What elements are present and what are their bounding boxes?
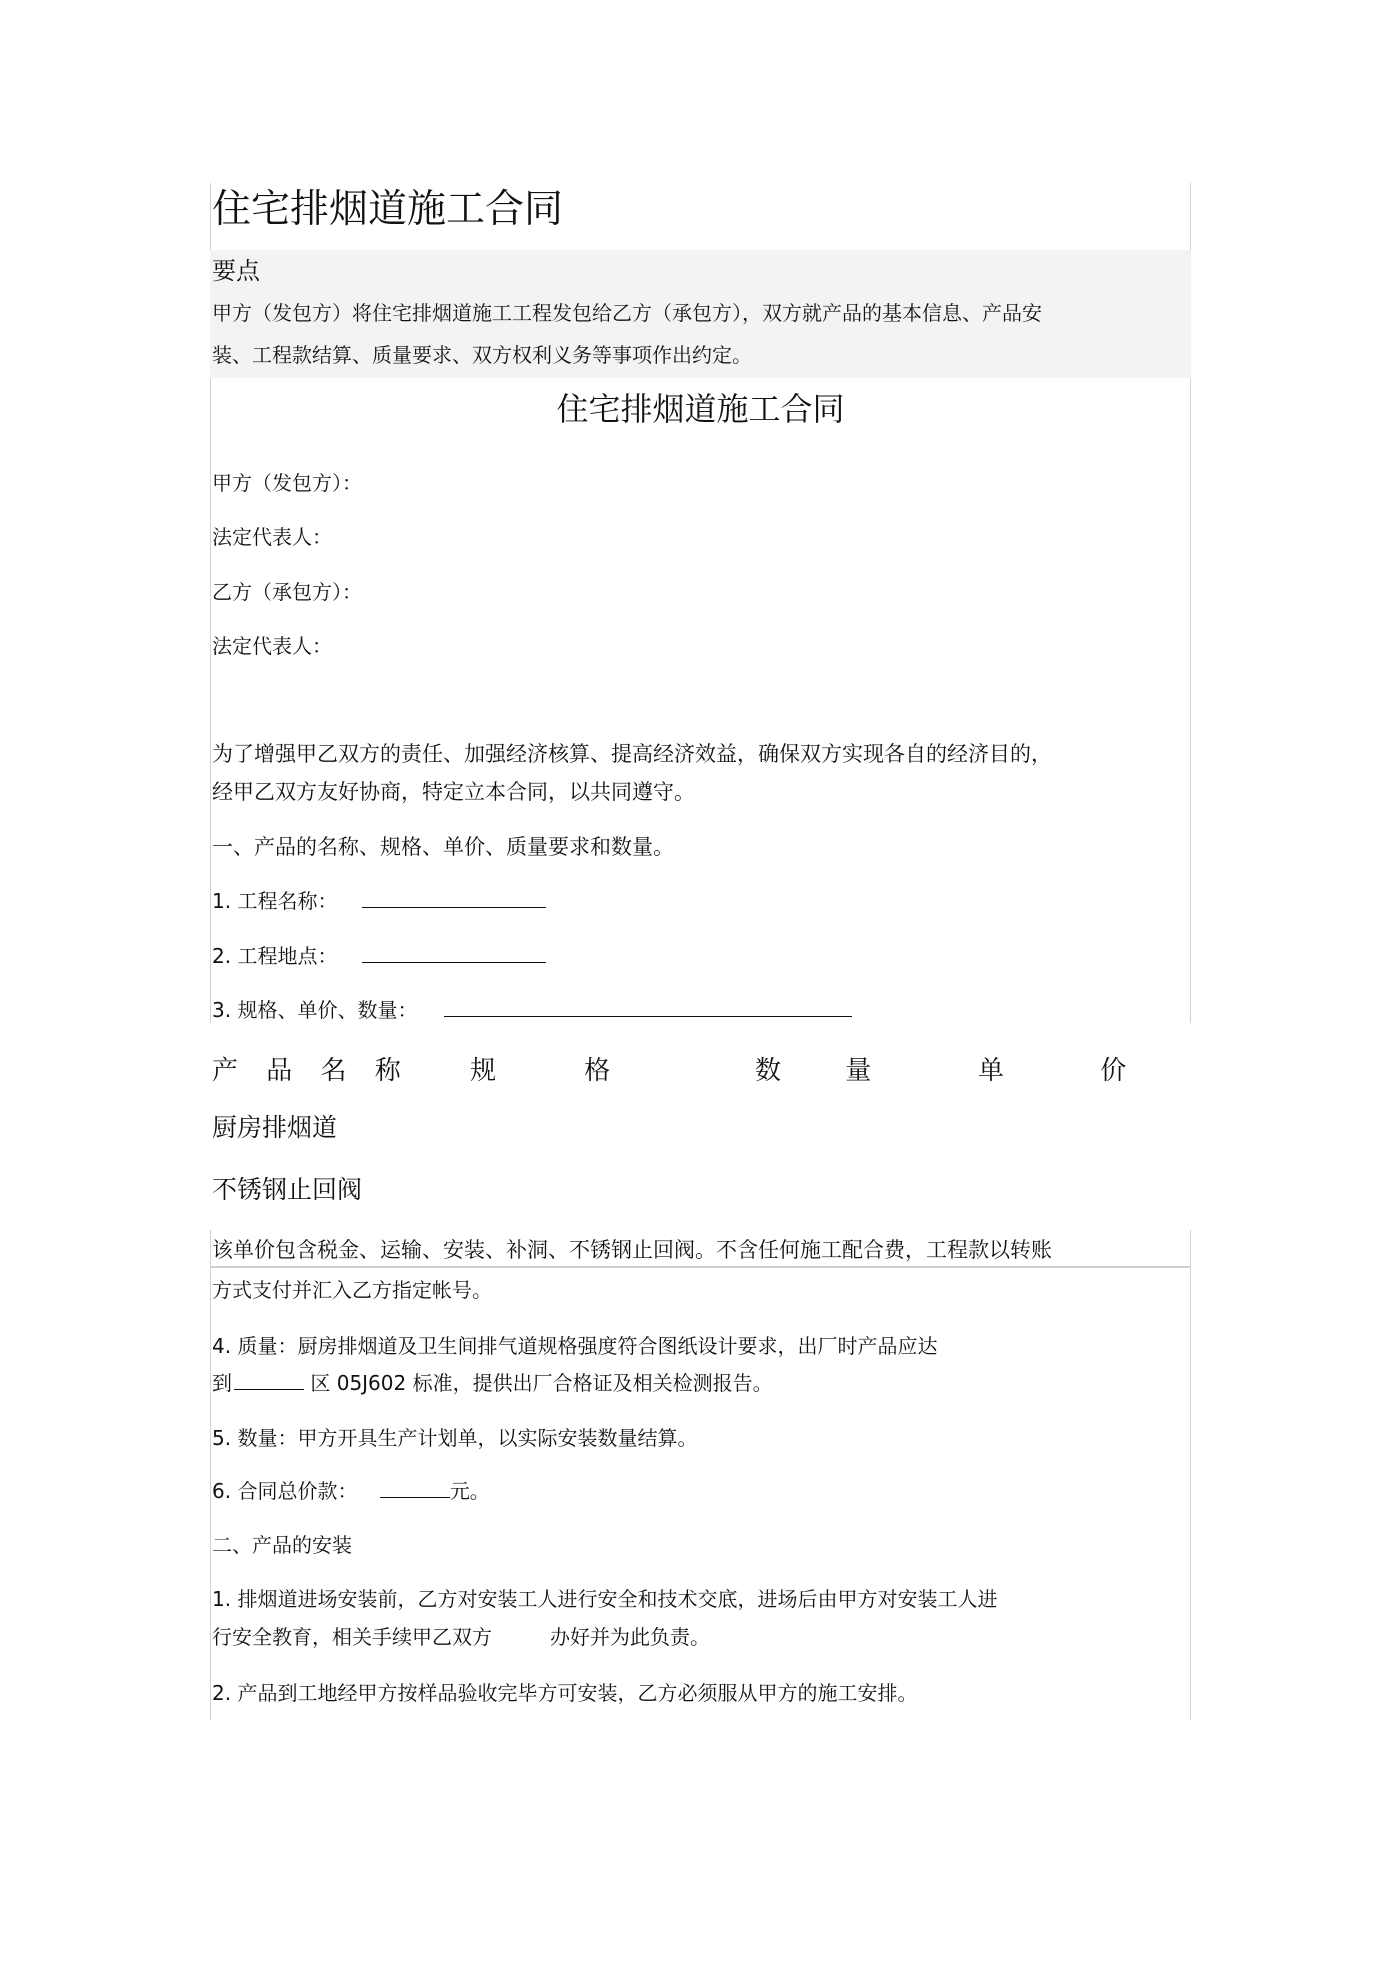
price-note-line-1: 该单价包含税金、运输、安装、补洞、不锈钢止回阀。不含任何施工配合费，工程款以转账: [212, 1238, 1052, 1262]
header-spec: 规 格: [470, 1056, 651, 1086]
item-3-spec-price-qty: [212, 995, 852, 1025]
item-4-to: 到: [212, 1371, 232, 1395]
party-a-label: 甲方（发包方）：: [212, 471, 362, 495]
install-1-line-2: [212, 1622, 710, 1652]
install-1-part-b: 办好并为此负责。: [550, 1625, 710, 1649]
table-divider: [210, 1266, 1191, 1268]
frame-left-line-bottom: [210, 1230, 211, 1720]
summary-line-2: 装、工程款结算、质量要求、双方权利义务等事项作出约定。: [212, 343, 752, 367]
item-4-standard: 区 05J602 标准，提供出厂合格证及相关检测报告。: [304, 1371, 773, 1395]
section-1-title: 一、产品的名称、规格、单价、质量要求和数量。: [212, 835, 674, 859]
party-b-representative-label: 法定代表人：: [212, 634, 332, 658]
section-2-title: 二、产品的安装: [212, 1533, 352, 1557]
summary-box: [210, 250, 1191, 378]
install-1-part-a: 行安全教育，相关手续甲乙双方: [212, 1625, 492, 1649]
preamble-line-1: 为了增强甲乙双方的责任、加强经济核算、提高经济效益，确保双方实现各自的经济目的，: [212, 742, 1052, 766]
item-2-project-site: [212, 941, 546, 971]
header-product-name: 产 品 名 称: [212, 1056, 411, 1086]
item-6-label: 6. 合同总价款：: [212, 1479, 358, 1503]
item-3-label: 3. 规格、单价、数量：: [212, 998, 418, 1022]
preamble-line-2: 经甲乙双方友好协商，特定立本合同，以共同遵守。: [212, 780, 695, 804]
table-row-check-valve: 不锈钢止回阀: [212, 1175, 363, 1204]
summary-heading: 要点: [212, 257, 260, 285]
item-4-quality-line-1: 4. 质量：厨房排烟道及卫生间排气道规格强度符合图纸设计要求，出厂时产品应达: [212, 1334, 938, 1358]
project-name-blank: [362, 886, 546, 908]
page-title: 住宅排烟道施工合同: [212, 187, 564, 232]
item-6-total-price: [212, 1476, 490, 1506]
party-b-label: 乙方（承包方）：: [212, 580, 362, 604]
project-site-blank: [362, 941, 546, 963]
item-6-unit: 元。: [449, 1479, 490, 1503]
install-2: 2. 产品到工地经甲方按样品验收完毕方可安装，乙方必须服从甲方的施工安排。: [212, 1681, 918, 1705]
item-4-quality-line-2: [212, 1368, 773, 1398]
frame-right-line-bottom: [1190, 1230, 1191, 1720]
item-1-project-name: [212, 886, 546, 916]
summary-line-1: 甲方（发包方）将住宅排烟道施工工程发包给乙方（承包方），双方就产品的基本信息、产品安: [212, 301, 1042, 325]
party-a-representative-label: 法定代表人：: [212, 525, 332, 549]
header-quantity: 数 量: [755, 1056, 900, 1086]
install-1-line-1: 1. 排烟道进场安装前，乙方对安装工人进行安全和技术交底，进场后由甲方对安装工人进: [212, 1587, 998, 1611]
item-1-label: 1. 工程名称：: [212, 889, 338, 913]
total-price-blank: [380, 1476, 450, 1498]
item-5-quantity: 5. 数量：甲方开具生产计划单，以实际安装数量结算。: [212, 1426, 698, 1450]
region-blank: [234, 1368, 304, 1390]
header-unit-price: 单 价: [978, 1056, 1171, 1086]
contract-title: 住宅排烟道施工合同: [556, 390, 845, 428]
spec-price-qty-blank: [444, 995, 852, 1017]
item-2-label: 2. 工程地点：: [212, 944, 338, 968]
table-row-kitchen-flue: 厨房排烟道: [212, 1113, 338, 1142]
price-note-line-2: 方式支付并汇入乙方指定帐号。: [212, 1278, 492, 1302]
